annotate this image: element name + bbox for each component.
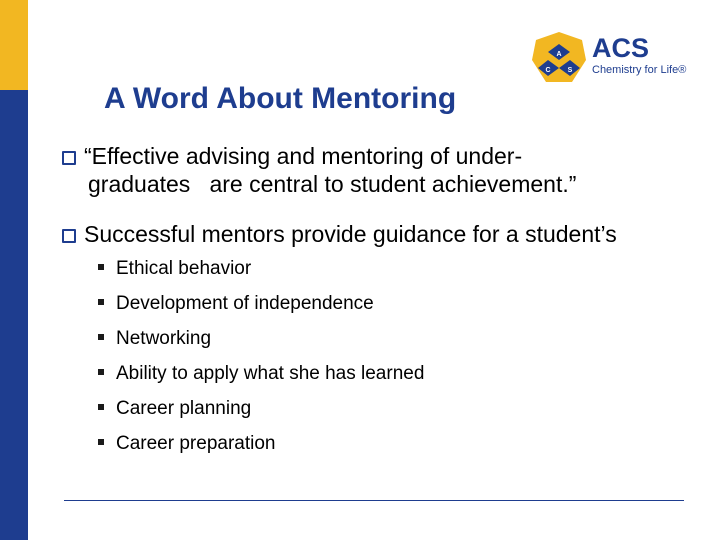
- logo-letter-c: C: [545, 67, 551, 74]
- checkbox-bullet-icon: [62, 229, 76, 243]
- square-bullet-icon: [98, 369, 104, 375]
- sub-bullet: [98, 258, 251, 280]
- bullet-quote: [62, 142, 622, 198]
- sub-bullet: [98, 363, 424, 385]
- slide-title: A Word About Mentoring: [104, 82, 457, 115]
- sub-bullet-text: Career planning: [116, 398, 252, 419]
- acs-logo: [530, 30, 700, 86]
- acs-hexagon-icon: [530, 30, 588, 86]
- bullet-quote-line1: “Effective advising and mentoring of under-: [84, 143, 523, 169]
- sub-bullet: [98, 433, 275, 455]
- footer-divider: [64, 500, 684, 501]
- sub-bullet-text: Networking: [116, 328, 212, 349]
- logo-letter-a: A: [556, 51, 562, 58]
- left-accent-bar-gold: [0, 0, 28, 90]
- logo-letter-s: S: [567, 67, 573, 74]
- sub-bullet: [98, 398, 251, 420]
- checkbox-bullet-icon: [62, 151, 76, 165]
- bullet-mentors: [62, 220, 702, 248]
- sub-bullet-text: Development of independence: [116, 293, 374, 314]
- sub-bullet-text: Career preparation: [116, 433, 276, 454]
- sub-bullet: [98, 328, 211, 350]
- bullet-quote-line2: graduates are central to student achievement.”: [88, 171, 577, 197]
- logo-wordmark: ACS: [592, 33, 650, 63]
- bullet-mentors-text: Successful mentors provide guidance for a student’s: [84, 221, 617, 247]
- left-accent-bar-blue: [0, 90, 28, 540]
- square-bullet-icon: [98, 299, 104, 305]
- square-bullet-icon: [98, 264, 104, 270]
- sub-bullet: [98, 293, 374, 315]
- sub-bullet-text: Ethical behavior: [116, 258, 252, 279]
- square-bullet-icon: [98, 334, 104, 340]
- logo-tagline: Chemistry for Life®: [592, 64, 687, 76]
- square-bullet-icon: [98, 439, 104, 445]
- square-bullet-icon: [98, 404, 104, 410]
- sub-bullet-text: Ability to apply what she has learned: [116, 363, 425, 384]
